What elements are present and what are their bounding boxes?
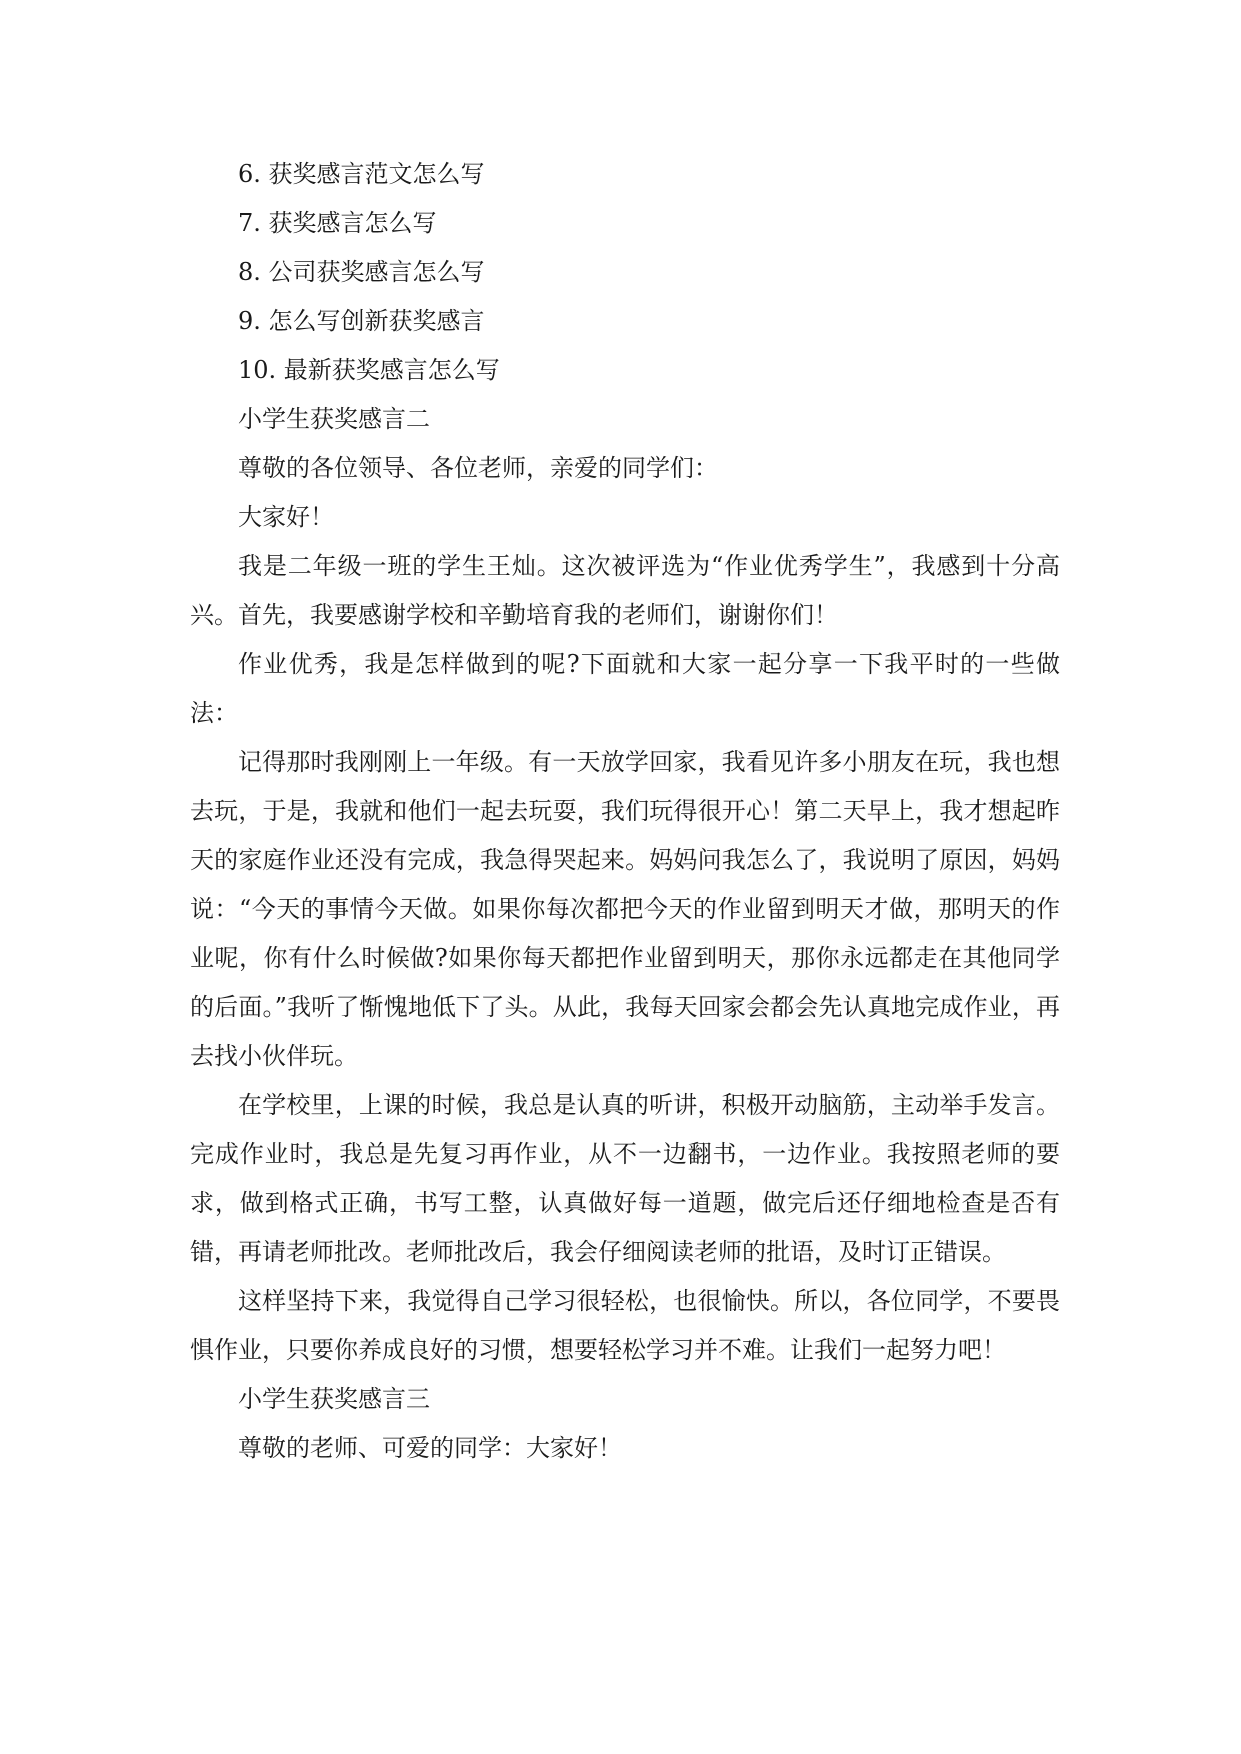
list-item: 9. 怎么写创新获奖感言 xyxy=(238,307,485,335)
salutation: 尊敬的老师、可爱的同学：大家好！ xyxy=(238,1434,622,1462)
body-paragraph: 作业优秀，我是怎样做到的呢?下面就和大家一起分享一下我平时的一些做法： xyxy=(190,650,1060,727)
list-item: 8. 公司获奖感言怎么写 xyxy=(238,258,485,286)
list-item: 6. 获奖感言范文怎么写 xyxy=(238,160,485,188)
body-paragraph: 记得那时我刚刚上一年级。有一天放学回家，我看见许多小朋友在玩，我也想去玩，于是，我就和他们一起去玩耍，我们玩得很开心！第二天早上，我才想起昨天的家庭作业还没有完成，我急得哭起来。妈妈问我怎么了，我说明了原因，妈妈说：“今天的事情今天做。如果你每次都把今天的作业留到明天才做，那明天的作业呢，你有什么时候做?如果你每天都把作业留到明天，那你永远都走在其他同学的后面。”我听了惭愧地低下了头。从此，我每天回家会都会先认真地完成作业，再去找小伙伴玩。 xyxy=(190,748,1060,1070)
body-paragraph: 在学校里，上课的时候，我总是认真的听讲，积极开动脑筋，主动举手发言。完成作业时，我总是先复习再作业，从不一边翻书，一边作业。我按照老师的要求，做到格式正确，书写工整，认真做好每一道题，做完后还仔细地检查是否有错，再请老师批改。老师批改后，我会仔细阅读老师的批语，及时订正错误。 xyxy=(190,1091,1060,1266)
list-item: 10. 最新获奖感言怎么写 xyxy=(238,356,500,384)
section-heading: 小学生获奖感言二 xyxy=(238,405,430,433)
body-paragraph: 这样坚持下来，我觉得自己学习很轻松，也很愉快。所以，各位同学，不要畏惧作业，只要你养成良好的习惯，想要轻松学习并不难。让我们一起努力吧！ xyxy=(190,1287,1060,1364)
document-body xyxy=(190,150,1060,1473)
body-paragraph: 我是二年级一班的学生王灿。这次被评选为“作业优秀学生”，我感到十分高兴。首先，我要感谢学校和辛勤培育我的老师们，谢谢你们！ xyxy=(190,552,1060,629)
list-item: 7. 获奖感言怎么写 xyxy=(238,209,437,237)
salutation: 尊敬的各位领导、各位老师，亲爱的同学们： xyxy=(238,454,718,482)
greeting: 大家好！ xyxy=(238,503,334,531)
section-heading: 小学生获奖感言三 xyxy=(238,1385,430,1413)
